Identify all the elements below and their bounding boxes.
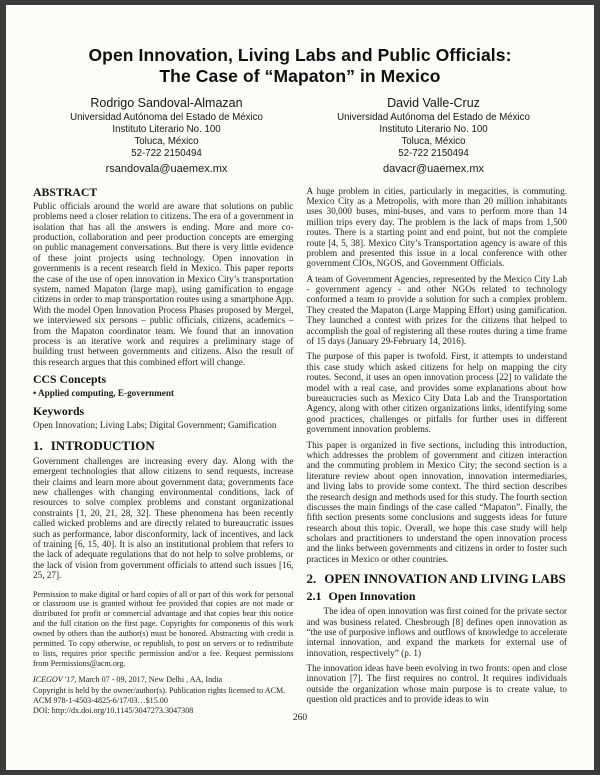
conference-copyright-block: [33, 675, 294, 715]
body-paragraph: A huge problem in cities, particularly in megacities, is commuting. Mexico City as a Metropolis, with more than 20 million inhabitants uses 30,000 buses, mini-buses, and vans to perform more than 14 million trips every day. The problem is the lack of maps from 1,500 routes. There is a starting point and end point, but not the complete route [4, 5, 38]. Mexico City’s Transportation agency is aware of this problem and presented this issue in a local conference with other government CIOs, NGOS, and Government Officials.: [306, 185, 567, 269]
section-2-1-title: Open Innovation: [328, 588, 416, 603]
body-paragraph: This paper is organized in five sections, including this introduction, which addresses the problem of government and citizen interaction and the commuting problem in Mexico City; the second section is a literature review about open innovation, innovation intermediaries, and living labs to provide some context. The third section describes the research design and methods used for this study. The fourth section discusses the main findings of the case called “Mapaton”. Finally, the fifth section presents some conclusions and suggests ideas for future research about this topic. Overall, we hope this case study will help scholars and practitioners to understand the open innovation process and the links between governments and citizens in order to foster such practices in Mexico or other countries.: [306, 439, 568, 564]
author-email: davacr@uaemex.mx: [382, 162, 485, 175]
author-block-2: [300, 96, 567, 175]
right-column: [307, 186, 568, 716]
page-number: 260: [292, 713, 308, 723]
paper-title: [33, 45, 567, 88]
author-phone: 52-722 2150494: [131, 148, 202, 160]
keywords-text: Open Innovation; Living Labs; Digital Government; Gamification: [33, 420, 277, 431]
author-affiliation-line: Toluca, México: [134, 136, 199, 148]
conference-venue-line: [33, 675, 294, 685]
copyright-line: Copyright is held by the owner/author(s). Publication rights licensed to ACM.: [33, 685, 286, 695]
section-2-1-number: 2.1: [306, 588, 322, 603]
paper-page: [6, 5, 594, 770]
section-2-title: OPEN INNOVATION AND LIVING LABS: [324, 571, 566, 587]
abstract-text: Public officials around the world are aware that solutions on public problems need a closer relation to citizens. The era of a government in isolation that has all the answers is ending. More and more co-production, collaboration and peer production concepts are emerging on public management conversations. But there is very little evidence of these joint projects using technology. Open innovation in governments is a recent research field in Mexico. This paper reports the case of the use of open innovation in Mexico City’s transportation system, named Mapaton (large map), using gamification to engage citizens in order to map transportation routes using a smartphone App. With the model Open Innovation Process Phases proposed by Mergel, we interviewed six persons – public officials, citizens, academics – from the Mapaton coordinator team. We found that an innovation process is an iterative work and requires a preliminary stage of building trust between governments and citizens. Also the result of this research argues that this combined effort will change.: [33, 200, 294, 367]
section-2-heading: [307, 571, 568, 586]
body-paragraph: The idea of open innovation was first coined for the private sector and was business related. Chesbrough [8] defines open innovation as “the use of purposive inflows and outflows of knowledge to accelerate internal innovation, and expand the markets for external use of innovation, respectively” (p. 1): [306, 606, 567, 658]
author-block-1: [33, 96, 300, 175]
permission-notice: Permission to make digital or hard copies of all or part of this work for personal or classroom use is granted without fee provided that copies are not made or distributed for profit or commercial advantage and that copies bear this notice and the full citation on the first page. Copyrights for components of this work owned by others than the author(s) must be honored. Abstracting with credit is permitted. To copy otherwise, or republish, to post on servers or to redistribute to lists, requires prior specific permission and/or a fee. Request permissions from Permissions@acm.org.: [33, 589, 294, 668]
author-affiliation-line: Instituto Literario No. 100: [112, 123, 221, 135]
body-paragraph: The purpose of this paper is twofold. First, it attempts to understand this case study which asked citizens for help on mapping the city routes. Second, it uses an open innovation process [22] to validate the model with a real case, and provides some explanations about how bureaucracies such as Mexico City Data Lab and the Transportation Agency, along with other citizen organizations links, identifying some good practices, challenges or pitfalls for further uses in different government innovation problems.: [306, 351, 567, 435]
body-paragraph: The innovation ideas have been evolving in two fronts: open and close innovation [7]. The first requires no control. It requires individuals outside the organization whose main purpose is to create value, to question old practices and to provide ideas to win: [306, 663, 567, 705]
two-column-body: [33, 186, 567, 716]
section-2-1-heading: [307, 590, 568, 604]
body-paragraph: A team of Government Agencies, represented by the Mexico City Lab - government agency - and other NGOs related to technology conformed a team to provide a solution for such a complex problem. They created the Mapaton (Large Mapping Effort) using gamification. They launched a contest with prizes for the citizens that helped to accomplish the goal of registering all these routes during a time frame of 15 days (January 29-February 14, 2016).: [306, 273, 567, 347]
keywords-heading: Keywords: [33, 403, 85, 418]
ccs-concepts-text: • Applied computing, E-government: [33, 388, 175, 399]
section-1-title: INTRODUCTION: [50, 437, 155, 453]
author-affiliation-line: Universidad Autónoma del Estado de México: [337, 111, 530, 123]
introduction-text: Government challenges are increasing every day. Along with the emergent technologies that allow citizens to send requests, increase their claims and learn more about government data; governments face new challenges with changing environmental conditions, lack of resources to solve complex problems and constant organizational constraints [1, 20, 21, 28, 32]. These phenomena has been recently called wicked problems and are directly related to bureaucratic issues such as performance, labor disconformity, lack of incentives, and lack of training [6, 15, 40]. It is also an institutional problem that refers to the lack of adequate regulations that do not help to solve problems, or the lack of vision from government officials to attend such issues [16, 25, 27].: [33, 455, 294, 581]
author-affiliation-line: Toluca, México: [401, 136, 466, 148]
isbn-price-line: ACM 978-1-4503-4825-6/17/03…$15.00: [33, 695, 168, 705]
ccs-concepts-heading: CCS Concepts: [33, 372, 107, 387]
author-affiliation-line: Instituto Literario No. 100: [379, 123, 488, 135]
author-affiliation-line: Universidad Autónoma del Estado de México: [70, 111, 263, 123]
author-name: David Valle-Cruz: [387, 95, 480, 110]
doi-line: DOI: http://dx.doi.org/10.1145/3047273.3047308: [33, 705, 194, 715]
author-block-row: [33, 96, 567, 175]
paper-title-line-2: The Case of “Mapaton” in Mexico: [159, 66, 441, 87]
author-name: Rodrigo Sandoval-Almazan: [90, 95, 243, 110]
section-1-number: 1.: [33, 437, 43, 453]
left-column: [33, 186, 294, 716]
author-email: rsandovala@uaemex.mx: [105, 162, 228, 175]
author-phone: 52-722 2150494: [398, 148, 469, 160]
section-1-heading: [33, 438, 294, 453]
paper-title-line-1: Open Innovation, Living Labs and Public Officials:: [88, 45, 512, 65]
section-2-number: 2.: [306, 571, 317, 587]
abstract-heading: ABSTRACT: [33, 184, 98, 199]
conference-date-location: March 07 - 09, 2017, New Delhi , AA, India: [76, 675, 223, 685]
conference-name: ICEGOV '17,: [33, 675, 77, 685]
